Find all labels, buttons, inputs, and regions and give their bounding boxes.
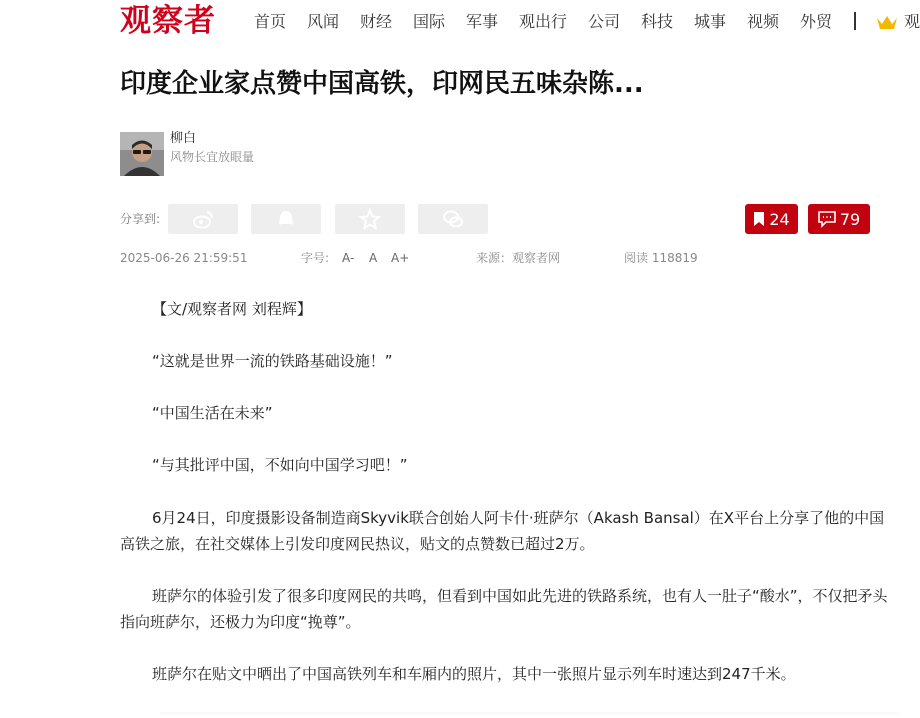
share-qzone-button[interactable] [335,204,405,234]
quote-paragraph: “中国生活在未来” [152,404,273,422]
qq-icon [275,209,297,229]
nav-item-city[interactable]: 城事 [694,12,727,31]
author-avatar[interactable] [120,132,164,176]
body-paragraph: 6月24日，印度摄影设备制造商Skyvik联合创始人阿卡什·班萨尔（Akash Bansal）在X平台上分享了他的中国高铁之旅，在社交媒体上引发印度网民热议，贴文的点赞数已超过2万。 [120,509,885,553]
font-normal-button[interactable]: A [369,251,378,265]
share-label: 分享到: [120,212,161,226]
quote-paragraph: “这就是世界一流的铁路基础设施！” [152,352,393,370]
crown-icon [876,14,898,30]
site-logo[interactable]: 观察者 [120,3,216,39]
comment-button[interactable] [808,204,870,234]
weibo-icon [192,209,214,229]
byline-paragraph: 【文/观察者网 刘程辉】 [152,300,312,318]
nav-item-military[interactable]: 军事 [466,12,499,31]
author-description: 风物长宜放眼量 [170,150,255,164]
wechat-icon [442,209,464,229]
nav-item-travel[interactable]: 观出行 [519,12,568,31]
nav-item-home[interactable]: 首页 [254,12,287,31]
nav-item-fengwen[interactable]: 风闻 [307,12,340,31]
nav-divider [854,12,856,30]
nav-item-international[interactable]: 国际 [413,12,446,31]
body-paragraph: 班萨尔的体验引发了很多印度网民的共鸣，但看到中国如此先进的铁路系统，也有人一肚子“酸水”，不仅把矛头指向班萨尔，还极力为印度“挽尊”。 [120,587,888,631]
nav-item-tech[interactable]: 科技 [641,12,674,31]
bookmark-count: 24 [769,209,790,229]
share-wechat-button[interactable] [418,204,488,234]
avatar-image [120,132,164,176]
share-weibo-button[interactable] [168,204,238,234]
quote-paragraph: “与其批评中国，不如向中国学习吧！” [152,456,408,474]
body-paragraph: 班萨尔在贴文中晒出了中国高铁列车和车厢内的照片，其中一张照片显示列车时速达到247千米。 [152,665,796,683]
font-decrease-button[interactable]: A- [342,251,355,265]
nav-item-company[interactable]: 公司 [588,12,621,31]
article-title: 印度企业家点赞中国高铁，印网民五味杂陈... [120,69,644,99]
font-size-label: 字号: [301,251,330,265]
top-navigation [0,0,920,44]
publish-datetime: 2025-06-26 21:59:51 [120,251,248,265]
comment-icon [818,211,836,227]
article-source: 来源：观察者网 [476,251,561,265]
font-increase-button[interactable]: A+ [391,251,410,265]
qzone-icon [359,209,381,229]
share-qq-button[interactable] [251,204,321,234]
bottom-fade [0,700,917,718]
bookmark-icon [753,211,765,227]
nav-item-trade[interactable]: 外贸 [800,12,833,31]
bookmark-button[interactable] [745,204,798,234]
vip-label: 观 [904,12,920,31]
read-count: 阅读 118819 [624,251,698,265]
nav-item-video[interactable]: 视频 [747,12,780,31]
comment-count: 79 [839,209,861,229]
nav-item-finance[interactable]: 财经 [360,12,393,31]
author-name[interactable]: 柳白 [170,131,197,146]
